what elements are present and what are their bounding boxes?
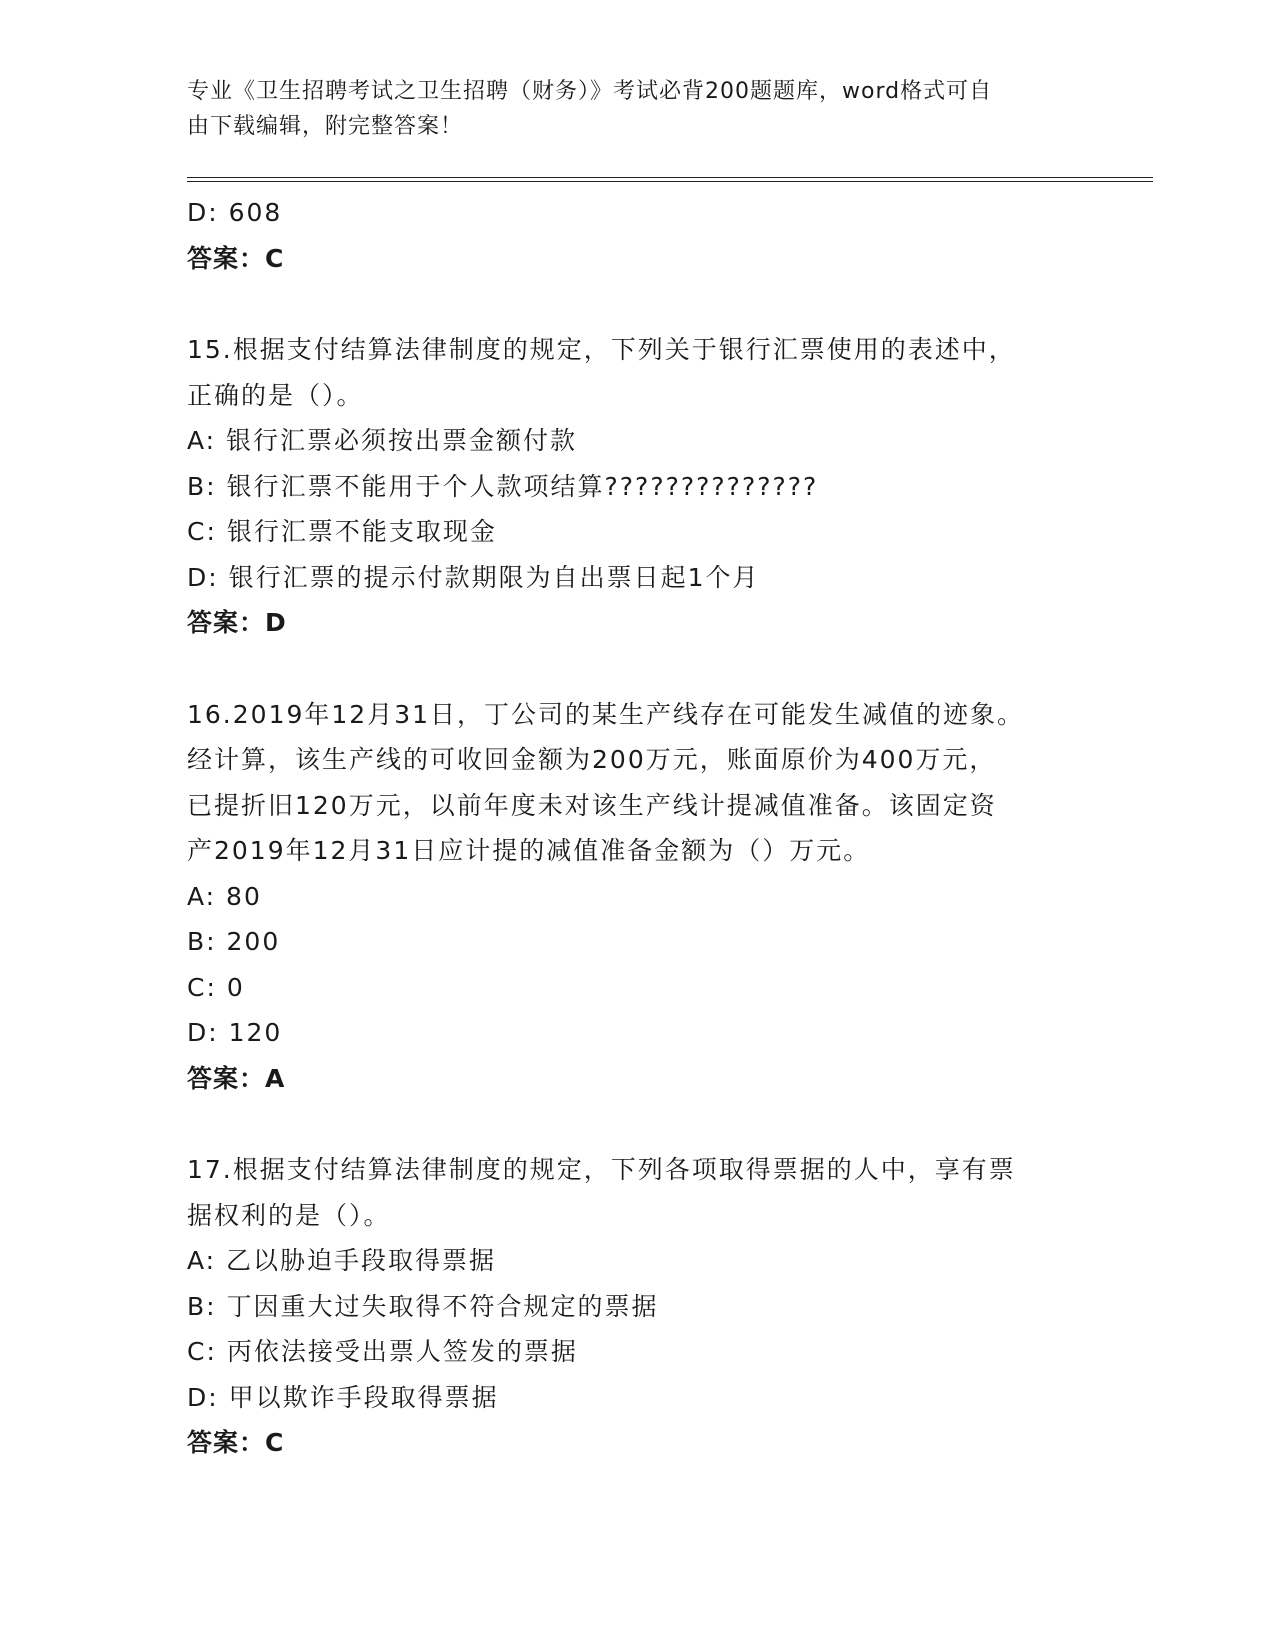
option-d: D: 银行汇票的提示付款期限为自出票日起1个月: [187, 562, 760, 592]
header-line-1: 专业《卫生招聘考试之卫生招聘（财务）》考试必背200题题库，word格式可自: [187, 79, 993, 104]
question-stem: 据权利的是（）。: [187, 1200, 391, 1230]
answer: 答案：D: [187, 608, 287, 637]
question-stem: 16.2019年12月31日，丁公司的某生产线存在可能发生减值的迹象。: [187, 699, 1025, 729]
option-d: D: 甲以欺诈手段取得票据: [187, 1382, 499, 1412]
question-stem: 17.根据支付结算法律制度的规定，下列各项取得票据的人中，享有票: [187, 1155, 1016, 1184]
option-c: C: 丙依法接受出票人签发的票据: [187, 1337, 578, 1366]
question-stem: 正确的是（）。: [187, 380, 364, 410]
option-d: D: 120: [187, 1018, 283, 1047]
option-c: C: 银行汇票不能支取现金: [187, 517, 497, 546]
question-stem: 经计算，该生产线的可收回金额为200万元，账面原价为400万元，: [187, 745, 997, 774]
header-line-2: 由下载编辑，附完整答案！: [187, 114, 464, 139]
option-a: A: 80: [187, 881, 262, 911]
question-15: [187, 327, 1087, 646]
document-header: [187, 74, 1067, 144]
question-stem: 已提折旧120万元，以前年度未对该生产线计提减值准备。该固定资: [187, 790, 997, 820]
option-d: D: 608: [187, 198, 283, 227]
question-16: [187, 692, 1087, 1102]
option-a: A: 乙以胁迫手段取得票据: [187, 1246, 497, 1275]
question-content: [187, 190, 1087, 1466]
option-c: C: 0: [187, 972, 245, 1002]
option-b: B: 丁因重大过失取得不符合规定的票据: [187, 1291, 659, 1321]
option-b: B: 200: [187, 927, 281, 956]
header-divider: [187, 177, 1153, 182]
option-a: A: 银行汇票必须按出票金额付款: [187, 426, 578, 455]
option-b: B: 银行汇票不能用于个人款项结算??????????????: [187, 471, 819, 501]
question-17: [187, 1147, 1087, 1466]
answer: 答案：C: [187, 1428, 285, 1457]
answer: 答案：C: [187, 243, 285, 273]
answer: 答案：A: [187, 1063, 286, 1093]
question-stem: 15.根据支付结算法律制度的规定，下列关于银行汇票使用的表述中，: [187, 335, 1016, 364]
question-stem: 产2019年12月31日应计提的减值准备金额为（）万元。: [187, 836, 871, 865]
question-14-tail: [187, 190, 1087, 281]
